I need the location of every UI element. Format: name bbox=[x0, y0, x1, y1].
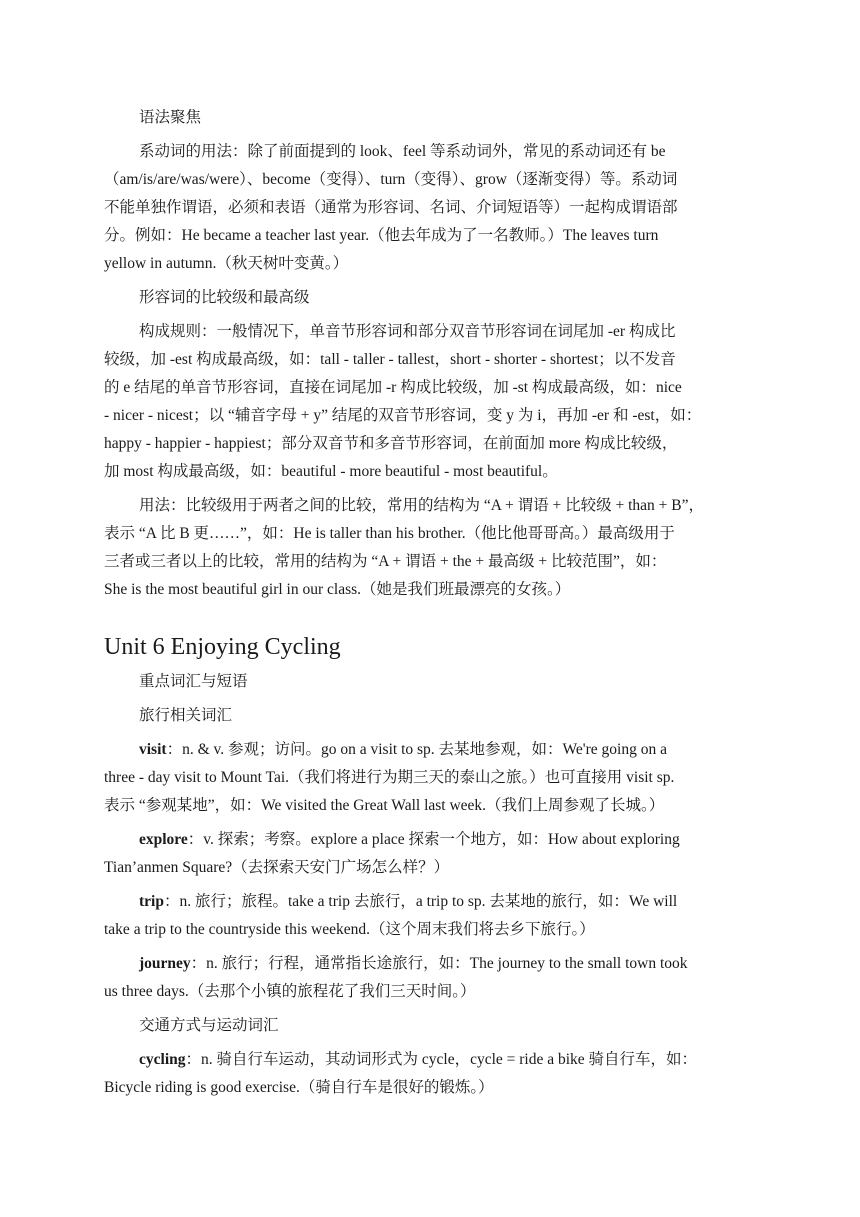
paragraph-line bbox=[104, 950, 756, 978]
paragraph-line: yellow in autumn.（秋天树叶变黄。） bbox=[104, 255, 349, 272]
vocab-definition: ：v. 探索；考察。explore a place 探索一个地方，如：How about exploring bbox=[187, 831, 680, 848]
paragraph-line: 构成规则：一般情况下，单音节形容词和部分双音节形容词在词尾加 -er 构成比 bbox=[139, 323, 676, 340]
vocab-definition: ：n. 旅行；旅程。take a trip 去旅行，a trip to sp. 去某地的旅行，如：We will bbox=[163, 893, 678, 910]
transport-vocab-title: 交通方式与运动词汇 bbox=[139, 1017, 279, 1034]
vocab-definition: ：n. 旅行；行程，通常指长途旅行，如：The journey to the small town took bbox=[190, 955, 688, 972]
paragraph-line: - nicer - nicest；以 “辅音字母 + y” 结尾的双音节形容词，变 y 为 i，再加 -er 和 -est，如： bbox=[104, 407, 702, 424]
vocab-entry-visit bbox=[104, 736, 756, 820]
paragraph-line: 用法：比较级用于两者之间的比较，常用的结构为 “A + 谓语 + 比较级 + than + B”， bbox=[139, 497, 704, 514]
vocab-word: trip bbox=[139, 893, 164, 910]
paragraph-line: （am/is/are/was/were）、become（变得）、turn（变得）、grow（逐渐变得）等。系动词 bbox=[104, 171, 678, 188]
vocab-word: explore bbox=[139, 831, 188, 848]
paragraph-line: happy - happier - happiest；部分双音节和多音节形容词，在前面加 more 构成比较级， bbox=[104, 435, 678, 452]
vocab-word: cycling bbox=[139, 1051, 186, 1068]
paragraph-line: She is the most beautiful girl in our class.（她是我们班最漂亮的女孩。） bbox=[104, 581, 571, 598]
paragraph-line: 不能单独作谓语，必须和表语（通常为形容词、名词、介词短语等）一起构成谓语部 bbox=[104, 199, 678, 216]
vocab-word: visit bbox=[139, 741, 167, 758]
vocab-entry-cycling bbox=[104, 1046, 756, 1102]
vocab-entry-explore bbox=[104, 826, 756, 882]
usage-paragraph bbox=[104, 492, 756, 604]
paragraph-line: take a trip to the countryside this weekend.（这个周末我们将去乡下旅行。） bbox=[104, 921, 595, 938]
unit-heading: Unit 6 Enjoying Cycling bbox=[104, 634, 341, 660]
formation-rules-paragraph bbox=[104, 318, 756, 486]
paragraph-line: Tian’anmen Square?（去探索天安门广场怎么样？） bbox=[104, 859, 450, 876]
paragraph-line: 较级，加 -est 构成最高级，如：tall - taller - tallest，short - shorter - shortest；以不发音 bbox=[104, 351, 676, 368]
paragraph-line: 的 e 结尾的单音节形容词，直接在词尾加 -r 构成比较级，加 -st 构成最高级，如：nice bbox=[104, 379, 682, 396]
comparison-section-title: 形容词的比较级和最高级 bbox=[139, 289, 310, 306]
paragraph-line: 分。例如：He became a teacher last year.（他去年成为了一名教师。）The leaves turn bbox=[104, 227, 659, 244]
paragraph-line bbox=[104, 736, 756, 764]
paragraph-line: three - day visit to Mount Tai.（我们将进行为期三天的泰山之旅。）也可直接用 visit sp. bbox=[104, 769, 675, 786]
vocab-entry-journey bbox=[104, 950, 756, 1006]
linking-verb-paragraph bbox=[104, 138, 756, 278]
vocab-word: journey bbox=[139, 955, 191, 972]
paragraph-line bbox=[104, 1046, 756, 1074]
vocab-entry-trip bbox=[104, 888, 756, 944]
vocab-definition: ：n. 骑自行车运动，其动词形式为 cycle，cycle = ride a bike 骑自行车，如： bbox=[185, 1051, 698, 1068]
vocab-definition: ：n. & v. 参观；访问。go on a visit to sp. 去某地参观，如：We're going on a bbox=[166, 741, 667, 758]
paragraph-line: 系动词的用法：除了前面提到的 look、feel 等系动词外，常见的系动词还有 be bbox=[139, 143, 666, 160]
paragraph-line: 三者或三者以上的比较，常用的结构为 “A + 谓语 + the + 最高级 + 比较范围”，如： bbox=[104, 553, 667, 570]
grammar-section-title: 语法聚焦 bbox=[139, 109, 202, 126]
paragraph-line: Bicycle riding is good exercise.（骑自行车是很好的锻炼。） bbox=[104, 1079, 494, 1096]
paragraph-line: 表示 “A 比 B 更……”，如：He is taller than his brother.（他比他哥哥高。）最高级用于 bbox=[104, 525, 675, 542]
paragraph-line bbox=[104, 826, 756, 854]
paragraph-line bbox=[104, 888, 756, 916]
paragraph-line: 加 most 构成最高级，如：beautiful - more beautiful - most beautiful。 bbox=[104, 463, 558, 480]
vocab-section-title: 重点词汇与短语 bbox=[139, 673, 248, 690]
document-page bbox=[104, 104, 756, 1102]
travel-vocab-title: 旅行相关词汇 bbox=[139, 707, 233, 724]
paragraph-line: us three days.（去那个小镇的旅程花了我们三天时间。） bbox=[104, 983, 476, 1000]
paragraph-line: 表示 “参观某地”，如：We visited the Great Wall last week.（我们上周参观了长城。） bbox=[104, 797, 665, 814]
